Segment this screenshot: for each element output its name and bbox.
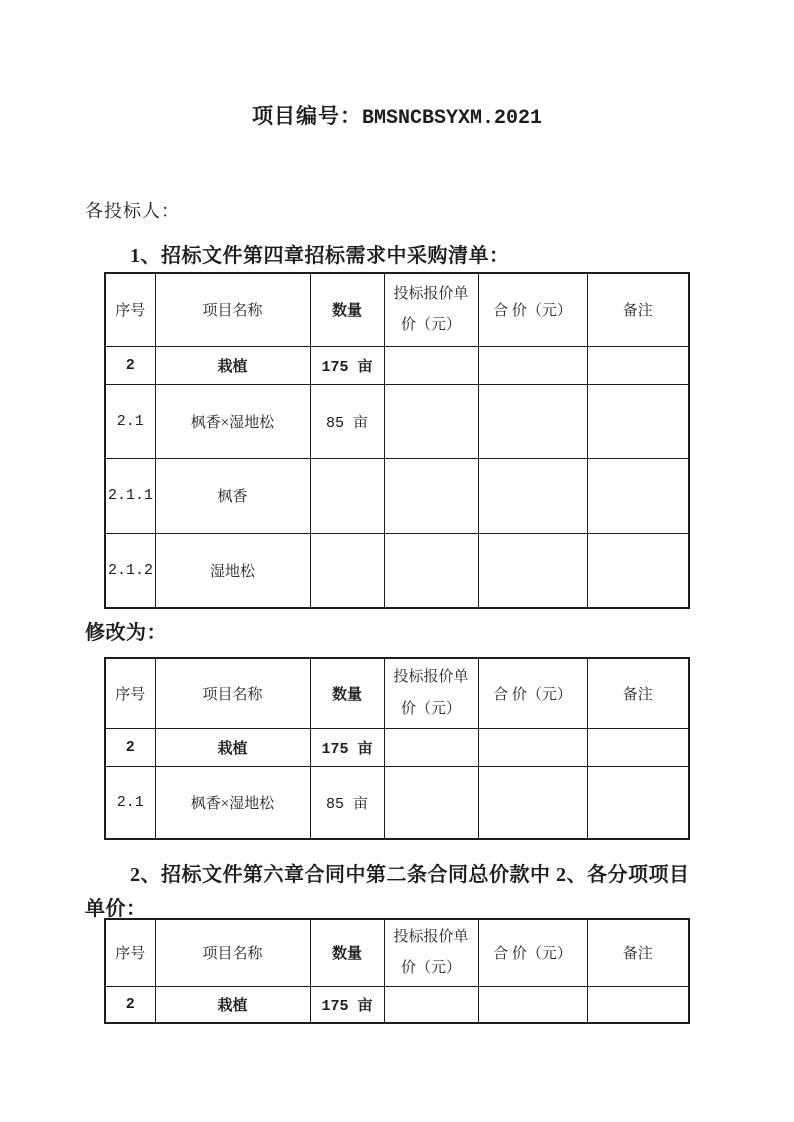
table-row [105,384,689,458]
header-unit-price [384,273,478,346]
cell-name: 枫香 [155,458,310,533]
cell-total-price [478,346,587,384]
table-row [105,458,689,533]
section2-heading-line1: 2、招标文件第六章合同中第二条合同总价款中 2、各分项项目 [130,864,690,886]
cell-remark [587,384,689,458]
header-unit-price-line2: 价（元） [400,700,461,717]
section2-heading [85,858,719,926]
header-unit-price-line1: 投标报价单 [393,928,469,945]
cell-no: 2.1.1 [105,458,155,533]
cell-qty [310,533,384,608]
cell-unit-price [384,458,478,533]
cell-unit-price [384,986,478,1023]
cell-total-price [478,728,587,766]
table-row [105,986,689,1023]
cell-unit-price [384,728,478,766]
modify-label: 修改为： [85,622,167,644]
header-name: 项目名称 [155,273,310,346]
cell-no: 2 [105,986,155,1023]
cell-qty: 85 亩 [310,766,384,839]
cell-unit-price [384,533,478,608]
procurement-table-original [104,272,690,609]
header-total-price: 合 价（元） [478,919,587,986]
table-row [105,728,689,766]
header-no: 序号 [105,658,155,728]
cell-qty: 175 亩 [310,986,384,1023]
cell-remark [587,533,689,608]
project-number-code: BMSNCBSYXM.2021 [361,107,543,130]
cell-no: 2.1 [105,384,155,458]
page-title [0,100,794,130]
header-qty: 数量 [310,273,384,346]
header-unit-price-line2: 价（元） [400,317,461,334]
header-unit-price-line1: 投标报价单 [393,669,469,685]
cell-no: 2.1 [105,766,155,839]
section1-heading: 1、招标文件第四章招标需求中采购清单： [130,245,510,267]
cell-name: 枫香×湿地松 [155,384,310,458]
cell-name: 栽植 [155,346,310,384]
cell-remark [587,458,689,533]
cell-unit-price [384,384,478,458]
header-unit-price-line2: 价（元） [400,960,461,977]
table-header-row [105,919,689,986]
cell-no: 2 [105,346,155,384]
table-header-row [105,273,689,346]
cell-total-price [478,766,587,839]
header-qty: 数量 [310,658,384,728]
header-unit-price-line1: 投标报价单 [393,285,469,302]
cell-name: 栽植 [155,986,310,1023]
cell-unit-price [384,346,478,384]
salutation-text: 各投标人： [85,201,180,221]
cell-remark [587,766,689,839]
cell-no: 2 [105,728,155,766]
cell-no: 2.1.2 [105,533,155,608]
cell-name: 栽植 [155,728,310,766]
header-total-price: 合 价（元） [478,658,587,728]
table-row [105,533,689,608]
header-unit-price [384,658,478,728]
header-unit-price [384,919,478,986]
cell-name: 枫香×湿地松 [155,766,310,839]
table-row [105,766,689,839]
header-name: 项目名称 [155,658,310,728]
cell-total-price [478,533,587,608]
header-qty: 数量 [310,919,384,986]
cell-qty: 175 亩 [310,346,384,384]
header-remark: 备注 [587,273,689,346]
header-total-price: 合 价（元） [478,273,587,346]
cell-name: 湿地松 [155,533,310,608]
cell-total-price [478,384,587,458]
cell-total-price [478,458,587,533]
contract-unit-price-table [104,918,690,1024]
project-number-label: 项目编号： [251,104,362,128]
section2-heading-line2: 单价： [85,898,147,920]
header-name: 项目名称 [155,919,310,986]
header-remark: 备注 [587,919,689,986]
cell-unit-price [384,766,478,839]
cell-qty [310,458,384,533]
cell-remark [587,986,689,1023]
cell-qty: 175 亩 [310,728,384,766]
cell-total-price [478,986,587,1023]
header-remark: 备注 [587,658,689,728]
header-no: 序号 [105,919,155,986]
header-no: 序号 [105,273,155,346]
table-header-row [105,658,689,728]
procurement-table-modified [104,657,690,840]
cell-remark [587,728,689,766]
cell-remark [587,346,689,384]
cell-qty: 85 亩 [310,384,384,458]
table-row [105,346,689,384]
